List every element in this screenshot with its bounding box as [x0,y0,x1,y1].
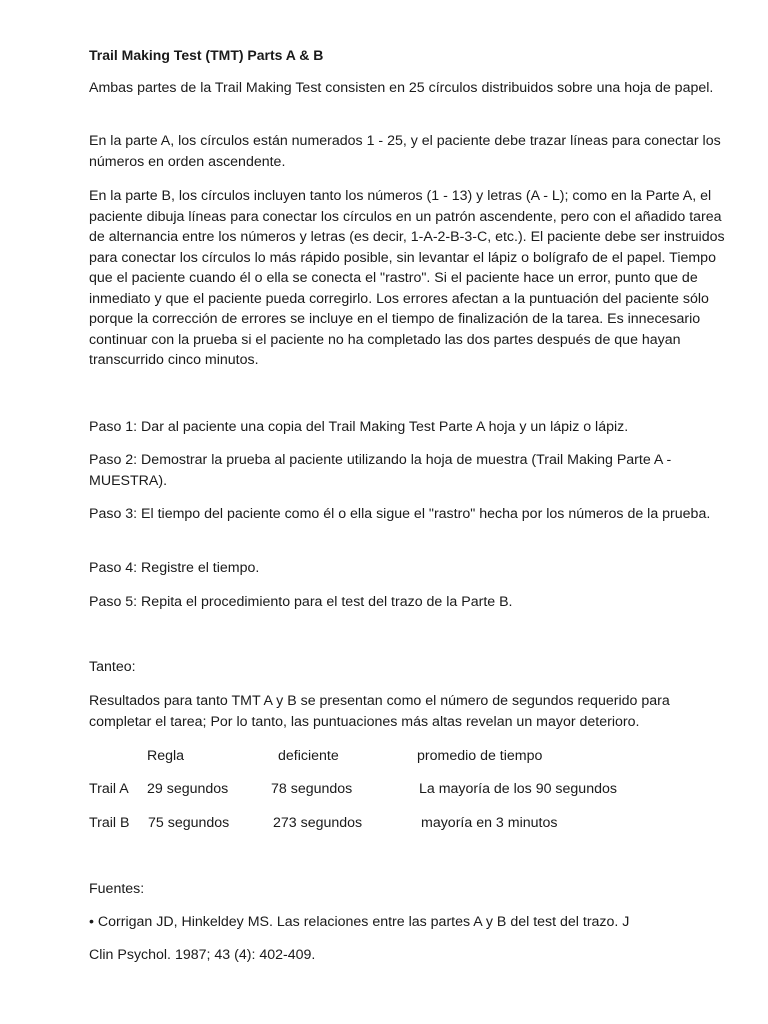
table-cell: La mayoría de los 90 segundos [419,781,617,797]
source-line: Clin Psychol. 1987; 43 (4): 402-409. [89,947,316,963]
source-line: • Corrigan JD, Hinkeldey MS. Las relaciones entre las partes A y B del test del trazo. J [89,914,630,930]
scoring-heading: Tanteo: [89,659,136,675]
scoring-text: Resultados para tanto TMT A y B se presentan como el número de segundos requerido para completar el tarea; Por lo tanto, las puntuaciones más altas revelan un mayor deterioro. [89,693,670,730]
table-cell: Trail A [89,781,129,797]
table-header-cell: promedio de tiempo [417,748,543,764]
table-header-cell: deficiente [278,748,339,764]
table-cell: 273 segundos [273,815,363,831]
table-header-cell: Regla [147,748,185,764]
sources-heading: Fuentes: [89,881,145,897]
table-cell: 78 segundos [271,781,353,797]
step-3: Paso 3: El tiempo del paciente como él o ella sigue el "rastro" hecha por los números de la prueba. [89,506,711,522]
step-1: Paso 1: Dar al paciente una copia del Trail Making Test Parte A hoja y un lápiz o lápiz. [89,419,629,435]
table-cell: Trail B [89,815,130,831]
document-title: Trail Making Test (TMT) Parts A & B [89,47,324,63]
step-5: Paso 5: Repita el procedimiento para el test del trazo de la Parte B. [89,594,513,610]
step-2: Paso 2: Demostrar la prueba al paciente utilizando la hoja de muestra (Trail Making Parte A - MUESTRA). [89,452,672,489]
intro-paragraph: Ambas partes de la Trail Making Test consisten en 25 círculos distribuidos sobre una hoja de papel. [89,80,714,96]
table-cell: 29 segundos [147,781,229,797]
part-b-paragraph: En la parte B, los círculos incluyen tanto los números (1 - 13) y letras (A - L); como en la Parte A, el paciente dibuja líneas para conectar los círculos en un patrón ascendente, pero con el añadido tarea de alternancia entre los números y letras (es decir, 1-A-2-B-3-C, etc.). El paciente debe ser instruidos para conectar los círculos lo más rápido posible, sin levantar el lápiz o bolígrafo de el papel. Tiempo que el paciente cuando él o ella se conecta el "rastro". Si el paciente hace un error, punto que de inmediato y que el paciente pueda corregirlo. Los errores afectan a la puntuación del paciente sólo porque la corrección de errores se incluye en el tiempo de finalización de la tarea. Es innecesario continuar con la prueba si el paciente no ha completado las dos partes después de que hayan transcurrido cinco minutos. [89,188,725,368]
table-cell: mayoría en 3 minutos [421,815,558,831]
part-a-paragraph: En la parte A, los círculos están numerados 1 - 25, y el paciente debe trazar líneas para conectar los números en orden ascendente. [89,133,721,170]
step-4: Paso 4: Registre el tiempo. [89,560,260,576]
table-cell: 75 segundos [148,815,230,831]
